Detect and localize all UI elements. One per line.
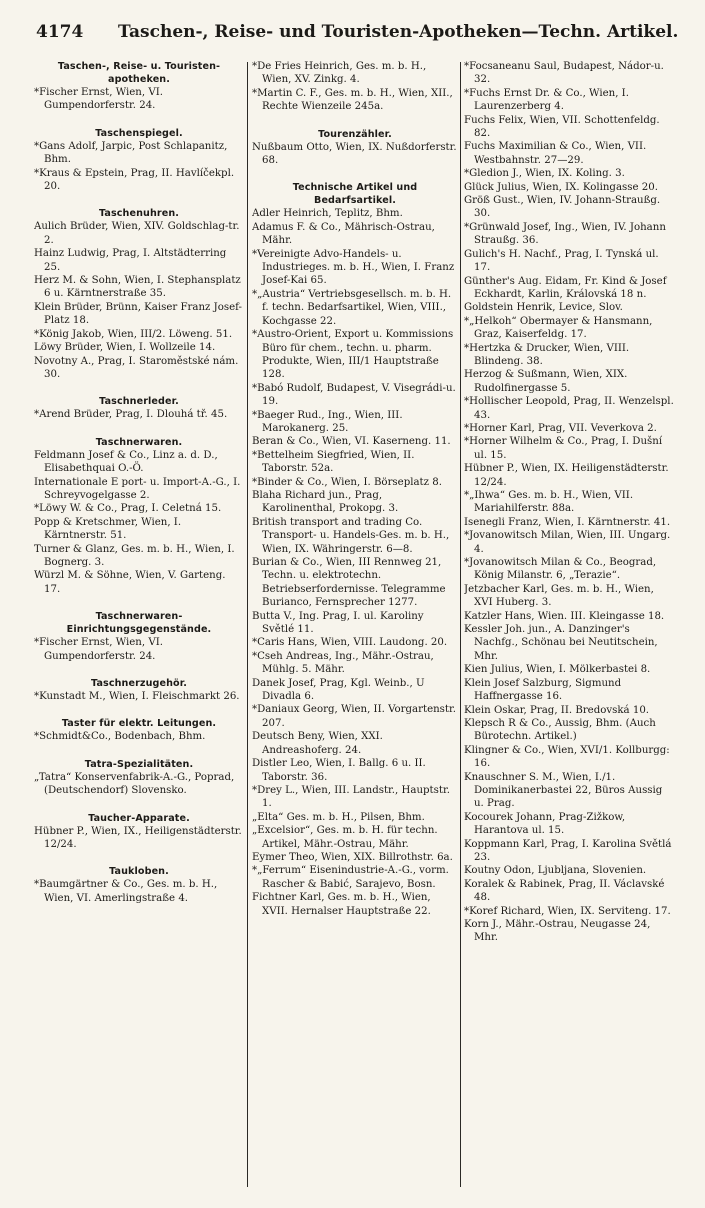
list-item: Fichtner Karl, Ges. m. b. H., Wien, XVII. Hernalser Hauptstraße 22. bbox=[252, 892, 431, 917]
list-item: Knauschner S. M., Wien, I./1. Dominikanerbastei 22, Büros Aussig u. Prag. bbox=[464, 771, 663, 810]
list-item: *Fischer Ernst, Wien, VI. Gumpendorferstr. 24. bbox=[34, 637, 163, 662]
section-taschenuhren bbox=[34, 207, 244, 381]
list-item: Butta V., Ing. Prag, I. ul. Karoliny Světlé 11. bbox=[252, 610, 424, 636]
list-item: *Kraus & Epstein, Prag, II. Havlíčekpl. 20. bbox=[34, 167, 235, 193]
page-title: Taschen-, Reise- und Touristen-Apotheken—Techn. Artikel. bbox=[118, 22, 679, 42]
list-item: *Caris Hans, Wien, VIII. Laudong. 20. bbox=[252, 637, 448, 649]
list-item: *Horner Wilhelm & Co., Prag, I. Dušní ul. 15. bbox=[464, 436, 663, 461]
list-item: Deutsch Beny, Wien, XXI. Andreashoferg. 24. bbox=[252, 731, 383, 756]
list-item: *„Austria“ Vertriebsgesellsch. m. b. H. f. techn. Bedarfsartikel, Wien, VIII., Kochgasse 22. bbox=[252, 288, 452, 327]
list-item: Aulich Brüder, Wien, XIV. Goldschlag-tr. 2. bbox=[34, 221, 240, 246]
list-item: *Gledion J., Wien, IX. Koling. 3. bbox=[464, 168, 625, 180]
section-heading: Tourenzähler. bbox=[318, 128, 392, 140]
section-tatra bbox=[34, 758, 244, 798]
list-item: Feldmann Josef & Co., Linz a. d. D., Elisabethquai O.-Ö. bbox=[34, 449, 218, 475]
list-item: Fuchs Felix, Wien, VII. Schottenfeldg. 82. bbox=[464, 114, 660, 140]
section-taschnerzugehoer bbox=[34, 677, 244, 703]
list-item: „Elta“ Ges. m. b. H., Pilsen, Bhm. bbox=[252, 811, 425, 823]
section-heading: Taukloben. bbox=[109, 866, 169, 878]
list-item: Jetzbacher Karl, Ges. m. b. H., Wien, XVI Huberg. 3. bbox=[464, 583, 654, 609]
list-item: Turner & Glanz, Ges. m. b. H., Wien, I. Bognerg. 3. bbox=[34, 543, 235, 568]
section-taschen-apotheken bbox=[34, 60, 244, 113]
list-item: *Hertzka & Drucker, Wien, VIII. Blindeng. 38. bbox=[464, 342, 630, 367]
list-item: Koutny Odon, Ljubljana, Slovenien. bbox=[464, 865, 647, 877]
list-item: Klingner & Co., Wien, XVI/1. Kollburgg: 16. bbox=[464, 744, 670, 770]
page-header bbox=[36, 22, 679, 48]
column-2 bbox=[252, 60, 458, 1200]
section-taster bbox=[34, 717, 244, 743]
section-taschnerwaren-einrichtung bbox=[34, 610, 244, 663]
list-item: „Tatra“ Konservenfabrik-A.-G., Poprad, (Deutschendorf) Slovensko. bbox=[34, 771, 235, 797]
list-item: Burian & Co., Wien, III Rennweg 21, Techn. u. elektrotechn. Betriebserfordernisse. Telegramme Burianco, Fernsprecher 1277. bbox=[252, 557, 446, 609]
list-item: *Baeger Rud., Ing., Wien, III. Marokanerg. 25. bbox=[252, 409, 403, 434]
list-item: Klein Josef Salzburg, Sigmund Haffnergasse 16. bbox=[464, 677, 622, 703]
column-1 bbox=[34, 60, 244, 1200]
section-taukloben bbox=[34, 865, 244, 905]
list-item: Kocourek Johann, Prag-Zižkow, Harantova ul. 15. bbox=[464, 811, 626, 837]
list-item: *„Ihwa“ Ges. m. b. H., Wien, VII. Mariahilferstr. 88a. bbox=[464, 490, 634, 515]
section-continued bbox=[252, 60, 458, 114]
list-item: Glück Julius, Wien, IX. Kolingasse 20. bbox=[464, 181, 658, 193]
column-divider bbox=[247, 62, 248, 1187]
list-item: Goldstein Henrik, Levice, Slov. bbox=[464, 302, 623, 314]
list-item: *Baumgärtner & Co., Ges. m. b. H., Wien, VI. Amerlingstraße 4. bbox=[34, 879, 218, 904]
list-item: British transport and trading Co. Transport- u. Handels-Ges. m. b. H., Wien, IX. Währingerstr. 6—8. bbox=[252, 516, 450, 555]
list-item: *„Helkoh“ Obermayer & Hansmann, Graz, Kaiserfeldg. 17. bbox=[464, 315, 653, 341]
list-item: *Drey L., Wien, III. Landstr., Hauptstr. 1. bbox=[252, 784, 450, 810]
list-item: Distler Leo, Wien, I. Ballg. 6 u. II. Taborstr. 36. bbox=[252, 758, 426, 783]
list-item: *Babó Rudolf, Budapest, V. Visegrádi-u. 19. bbox=[252, 382, 456, 408]
list-item: Blaha Richard jun., Prag, Karolinenthal, Prokopg. 3. bbox=[252, 489, 399, 515]
page-number: 4174 bbox=[36, 22, 84, 42]
section-heading: Taster für elektr. Leitungen. bbox=[61, 718, 217, 730]
list-item: Kien Julius, Wien, I. Mölkerbastei 8. bbox=[464, 664, 651, 676]
list-item: Korn J., Mähr.-Ostrau, Neugasse 24, Mhr. bbox=[464, 919, 651, 944]
section-taschnerwaren bbox=[34, 436, 244, 596]
list-item: *Jovanowitsch Milan, Wien, III. Ungarg. 4. bbox=[464, 530, 671, 555]
list-item: *Fuchs Ernst Dr. & Co., Wien, I. Laurenzerberg 4. bbox=[464, 87, 629, 113]
list-item: Hübner P., Wien, IX. Heiligenstädterstr. 12/24. bbox=[464, 463, 669, 488]
list-item: *Gans Adolf, Jarpic, Post Schlapanitz, Bhm. bbox=[34, 140, 228, 166]
section-heading: Taschnerleder. bbox=[99, 396, 179, 408]
section-heading: Taucher-Apparate. bbox=[88, 812, 190, 824]
list-item: Adamus F. & Co., Mährisch-Ostrau, Mähr. bbox=[252, 221, 435, 247]
section-heading: Taschnerwaren-Einrichtungsgegenstände. bbox=[66, 611, 212, 636]
list-item: *Cseh Andreas, Ing., Mähr.-Ostrau, Mühlg. 5. Mähr. bbox=[252, 650, 434, 676]
list-item: Eymer Theo, Wien, XIX. Billrothstr. 6a. bbox=[252, 851, 453, 863]
list-item: Günther's Aug. Eidam, Fr. Kind & Josef Eckhardt, Karlin, Královská 18 n. bbox=[464, 275, 667, 300]
list-item: Popp & Kretschmer, Wien, I. Kärntnerstr. 51. bbox=[34, 516, 182, 542]
list-item: Löwy Brüder, Wien, I. Wollzeile 14. bbox=[34, 342, 216, 354]
section-taucher-apparate bbox=[34, 812, 244, 852]
list-item: Klein Oskar, Prag, II. Bredovská 10. bbox=[464, 704, 650, 716]
list-item: Herzog & Sußmann, Wien, XIX. Rudolfinergasse 5. bbox=[464, 369, 628, 394]
section-taschnerleder bbox=[34, 395, 244, 421]
list-item: Danek Josef, Prag, Kgl. Weinb., U Divadla 6. bbox=[252, 677, 425, 703]
list-item: Hübner P., Wien, IX., Heiligenstädterstr. 12/24. bbox=[34, 825, 242, 851]
column-divider bbox=[460, 62, 461, 1187]
list-item: Hainz Ludwig, Prag, I. Altstädterring 25. bbox=[34, 248, 227, 273]
list-item: *Daniaux Georg, Wien, II. Vorgartenstr. 207. bbox=[252, 704, 456, 729]
section-tourenzaehler bbox=[252, 128, 458, 168]
list-item: *Austro-Orient, Export u. Kommissions Büro für chem., techn. u. pharm. Produkte, Wien, III/1 Hauptstraße 128. bbox=[252, 329, 454, 381]
section-taschenspiegel bbox=[34, 127, 244, 194]
list-item: *Grünwald Josef, Ing., Wien, IV. Johann Straußg. 36. bbox=[464, 221, 666, 247]
list-item: *Hollischer Leopold, Prag, II. Wenzelspl. 43. bbox=[464, 396, 674, 421]
column-3 bbox=[464, 60, 675, 1200]
list-item: Nußbaum Otto, Wien, IX. Nußdorferstr. 68. bbox=[252, 141, 457, 167]
section-heading: Taschnerwaren. bbox=[95, 436, 183, 448]
list-item: *Martin C. F., Ges. m. b. H., Wien, XII., Rechte Wienzeile 245a. bbox=[252, 87, 453, 113]
section-heading: Technische Artikel und Bedarfsartikel. bbox=[292, 182, 418, 207]
section-heading: Taschenspiegel. bbox=[95, 127, 183, 139]
list-item: *Bettelheim Siegfried, Wien, II. Taborstr. 52a. bbox=[252, 449, 415, 475]
list-item: Isenegli Franz, Wien, I. Kärntnerstr. 41. bbox=[464, 516, 671, 528]
list-item: Größ Gust., Wien, IV. Johann-Straußg. 30. bbox=[464, 195, 661, 220]
section-technische-artikel-continued bbox=[464, 60, 675, 945]
list-item: *Fischer Ernst, Wien, VI. Gumpendorferstr. 24. bbox=[34, 87, 163, 112]
list-item: Herz M. & Sohn, Wien, I. Stephansplatz 6 u. Kärntnerstraße 35. bbox=[34, 275, 241, 300]
list-item: Gulich's H. Nachf., Prag, I. Tynská ul. 17. bbox=[464, 248, 659, 274]
section-technische-artikel bbox=[252, 181, 458, 918]
list-item: *Binder & Co., Wien, I. Börseplatz 8. bbox=[252, 476, 442, 488]
section-heading: Taschenuhren. bbox=[98, 208, 180, 220]
list-item: *De Fries Heinrich, Ges. m. b. H., Wien, XV. Zinkg. 4. bbox=[252, 61, 427, 86]
list-item: *Schmidt&Co., Bodenbach, Bhm. bbox=[34, 731, 206, 743]
list-item: Novotny A., Prag, I. Staroměstské nám. 30. bbox=[34, 355, 239, 380]
list-item: Würzl M. & Söhne, Wien, V. Garteng. 17. bbox=[34, 570, 226, 595]
list-item: *Vereinigte Advo-Handels- u. Industrieges. m. b. H., Wien, I. Franz Josef-Kai 65. bbox=[252, 248, 455, 287]
list-item: *König Jakob, Wien, III/2. Löweng. 51. bbox=[34, 328, 233, 340]
list-item: *Arend Brüder, Prag, I. Dlouhá tř. 45. bbox=[34, 409, 228, 421]
list-item: Fuchs Maximilian & Co., Wien, VII. Westbahnstr. 27—29. bbox=[464, 141, 647, 166]
list-item: *Koref Richard, Wien, IX. Serviteng. 17. bbox=[464, 905, 671, 917]
list-item: Katzler Hans, Wien. III. Kleingasse 18. bbox=[464, 610, 665, 622]
list-item: Koralek & Rabinek, Prag, II. Václavské 48. bbox=[464, 878, 665, 904]
list-item: *Löwy W. & Co., Prag, I. Celetná 15. bbox=[34, 503, 222, 515]
list-item: Beran & Co., Wien, VI. Kaserneng. 11. bbox=[252, 436, 451, 448]
list-item: Klein Brüder, Brünn, Kaiser Franz Josef-Platz 18. bbox=[34, 301, 242, 327]
list-item: Internationale E port- u. Import-A.-G., I. Schreyvogelgasse 2. bbox=[34, 476, 241, 501]
list-item: Klepsch R & Co., Aussig, Bhm. (Auch Bürotechn. Artikel.) bbox=[464, 717, 656, 743]
section-heading: Taschen-, Reise- u. Touristen-apotheken. bbox=[57, 61, 221, 85]
list-item: „Excelsior“, Ges. m. b. H. für techn. Artikel, Mähr.-Ostrau, Mähr. bbox=[252, 825, 438, 850]
list-item: Adler Heinrich, Teplitz, Bhm. bbox=[252, 208, 403, 220]
list-item: *Focsaneanu Saul, Budapest, Nádor-u. 32. bbox=[464, 61, 664, 86]
list-item: Kessler Joh. jun., A. Danzinger's Nachfg., Schönau bei Neutitschein, Mhr. bbox=[464, 624, 658, 662]
list-item: *„Ferrum“ Eisenindustrie-A.-G., vorm. Rascher & Babić, Sarajevo, Bosn. bbox=[252, 865, 449, 890]
list-item: *Horner Karl, Prag, VII. Veverkova 2. bbox=[464, 422, 657, 434]
list-item: *Jovanowitsch Milan & Co., Beograd, König Milanstr. 6, „Terazie“. bbox=[464, 557, 657, 582]
section-heading: Tatra-Spezialitäten. bbox=[84, 758, 194, 770]
list-item: *Kunstadt M., Wien, I. Fleischmarkt 26. bbox=[34, 691, 240, 702]
list-item: Koppmann Karl, Prag, I. Karolina Světlá 23. bbox=[464, 838, 672, 863]
section-heading: Taschnerzugehör. bbox=[91, 678, 187, 689]
